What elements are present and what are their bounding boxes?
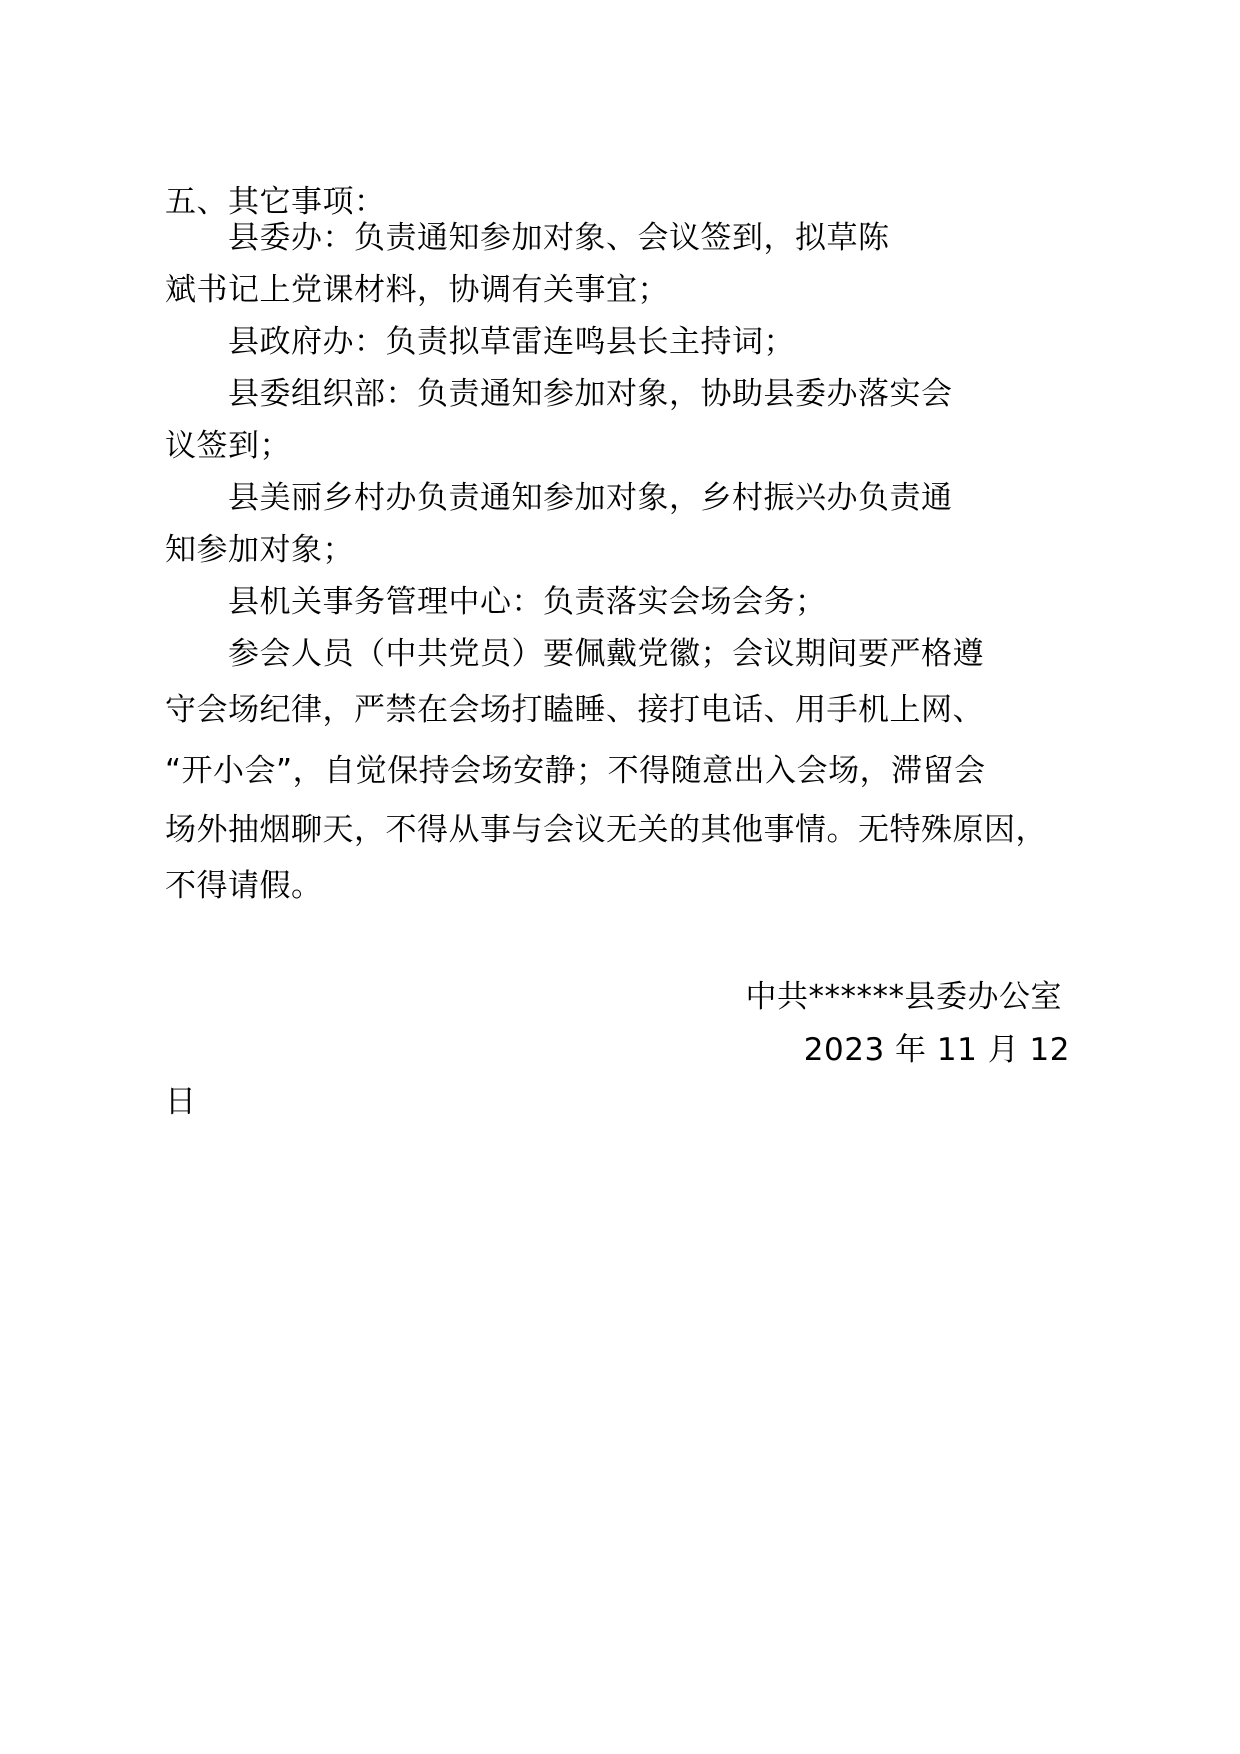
paragraph-line: 斌书记上党课材料，协调有关事宜； — [165, 272, 669, 308]
signature-date: 2023 年 11 月 12 — [803, 1032, 1070, 1068]
paragraph-line: 县政府办：负责拟草雷连鸣县长主持词； — [228, 324, 795, 360]
paragraph-line: 不得请假。 — [165, 868, 323, 904]
paragraph-line: 参会人员（中共党员）要佩戴党徽；会议期间要严格遵 — [228, 636, 984, 672]
paragraph-line: 场外抽烟聊天，不得从事与会议无关的其他事情。无特殊原因， — [165, 812, 1047, 848]
paragraph-line: 县美丽乡村办负责通知参加对象，乡村振兴办负责通 — [228, 480, 953, 516]
paragraph-line: 知参加对象； — [165, 532, 354, 568]
paragraph-line: “开小会”，自觉保持会场安静；不得随意出入会场，滞留会 — [165, 753, 986, 789]
paragraph-line: 议签到； — [165, 428, 291, 464]
paragraph-line: 县机关事务管理中心：负责落实会场会务； — [228, 584, 827, 620]
paragraph-line: 县委组织部：负责通知参加对象，协助县委办落实会 — [228, 376, 953, 412]
signature-date-wrap: 日 — [165, 1084, 197, 1120]
signature-organization: 中共******县委办公室 — [745, 979, 1062, 1015]
section-heading: 五、其它事项： — [165, 184, 386, 220]
paragraph-line: 县委办：负责通知参加对象、会议签到，拟草陈 — [228, 220, 890, 256]
paragraph-line: 守会场纪律，严禁在会场打瞌睡、接打电话、用手机上网、 — [165, 692, 984, 728]
